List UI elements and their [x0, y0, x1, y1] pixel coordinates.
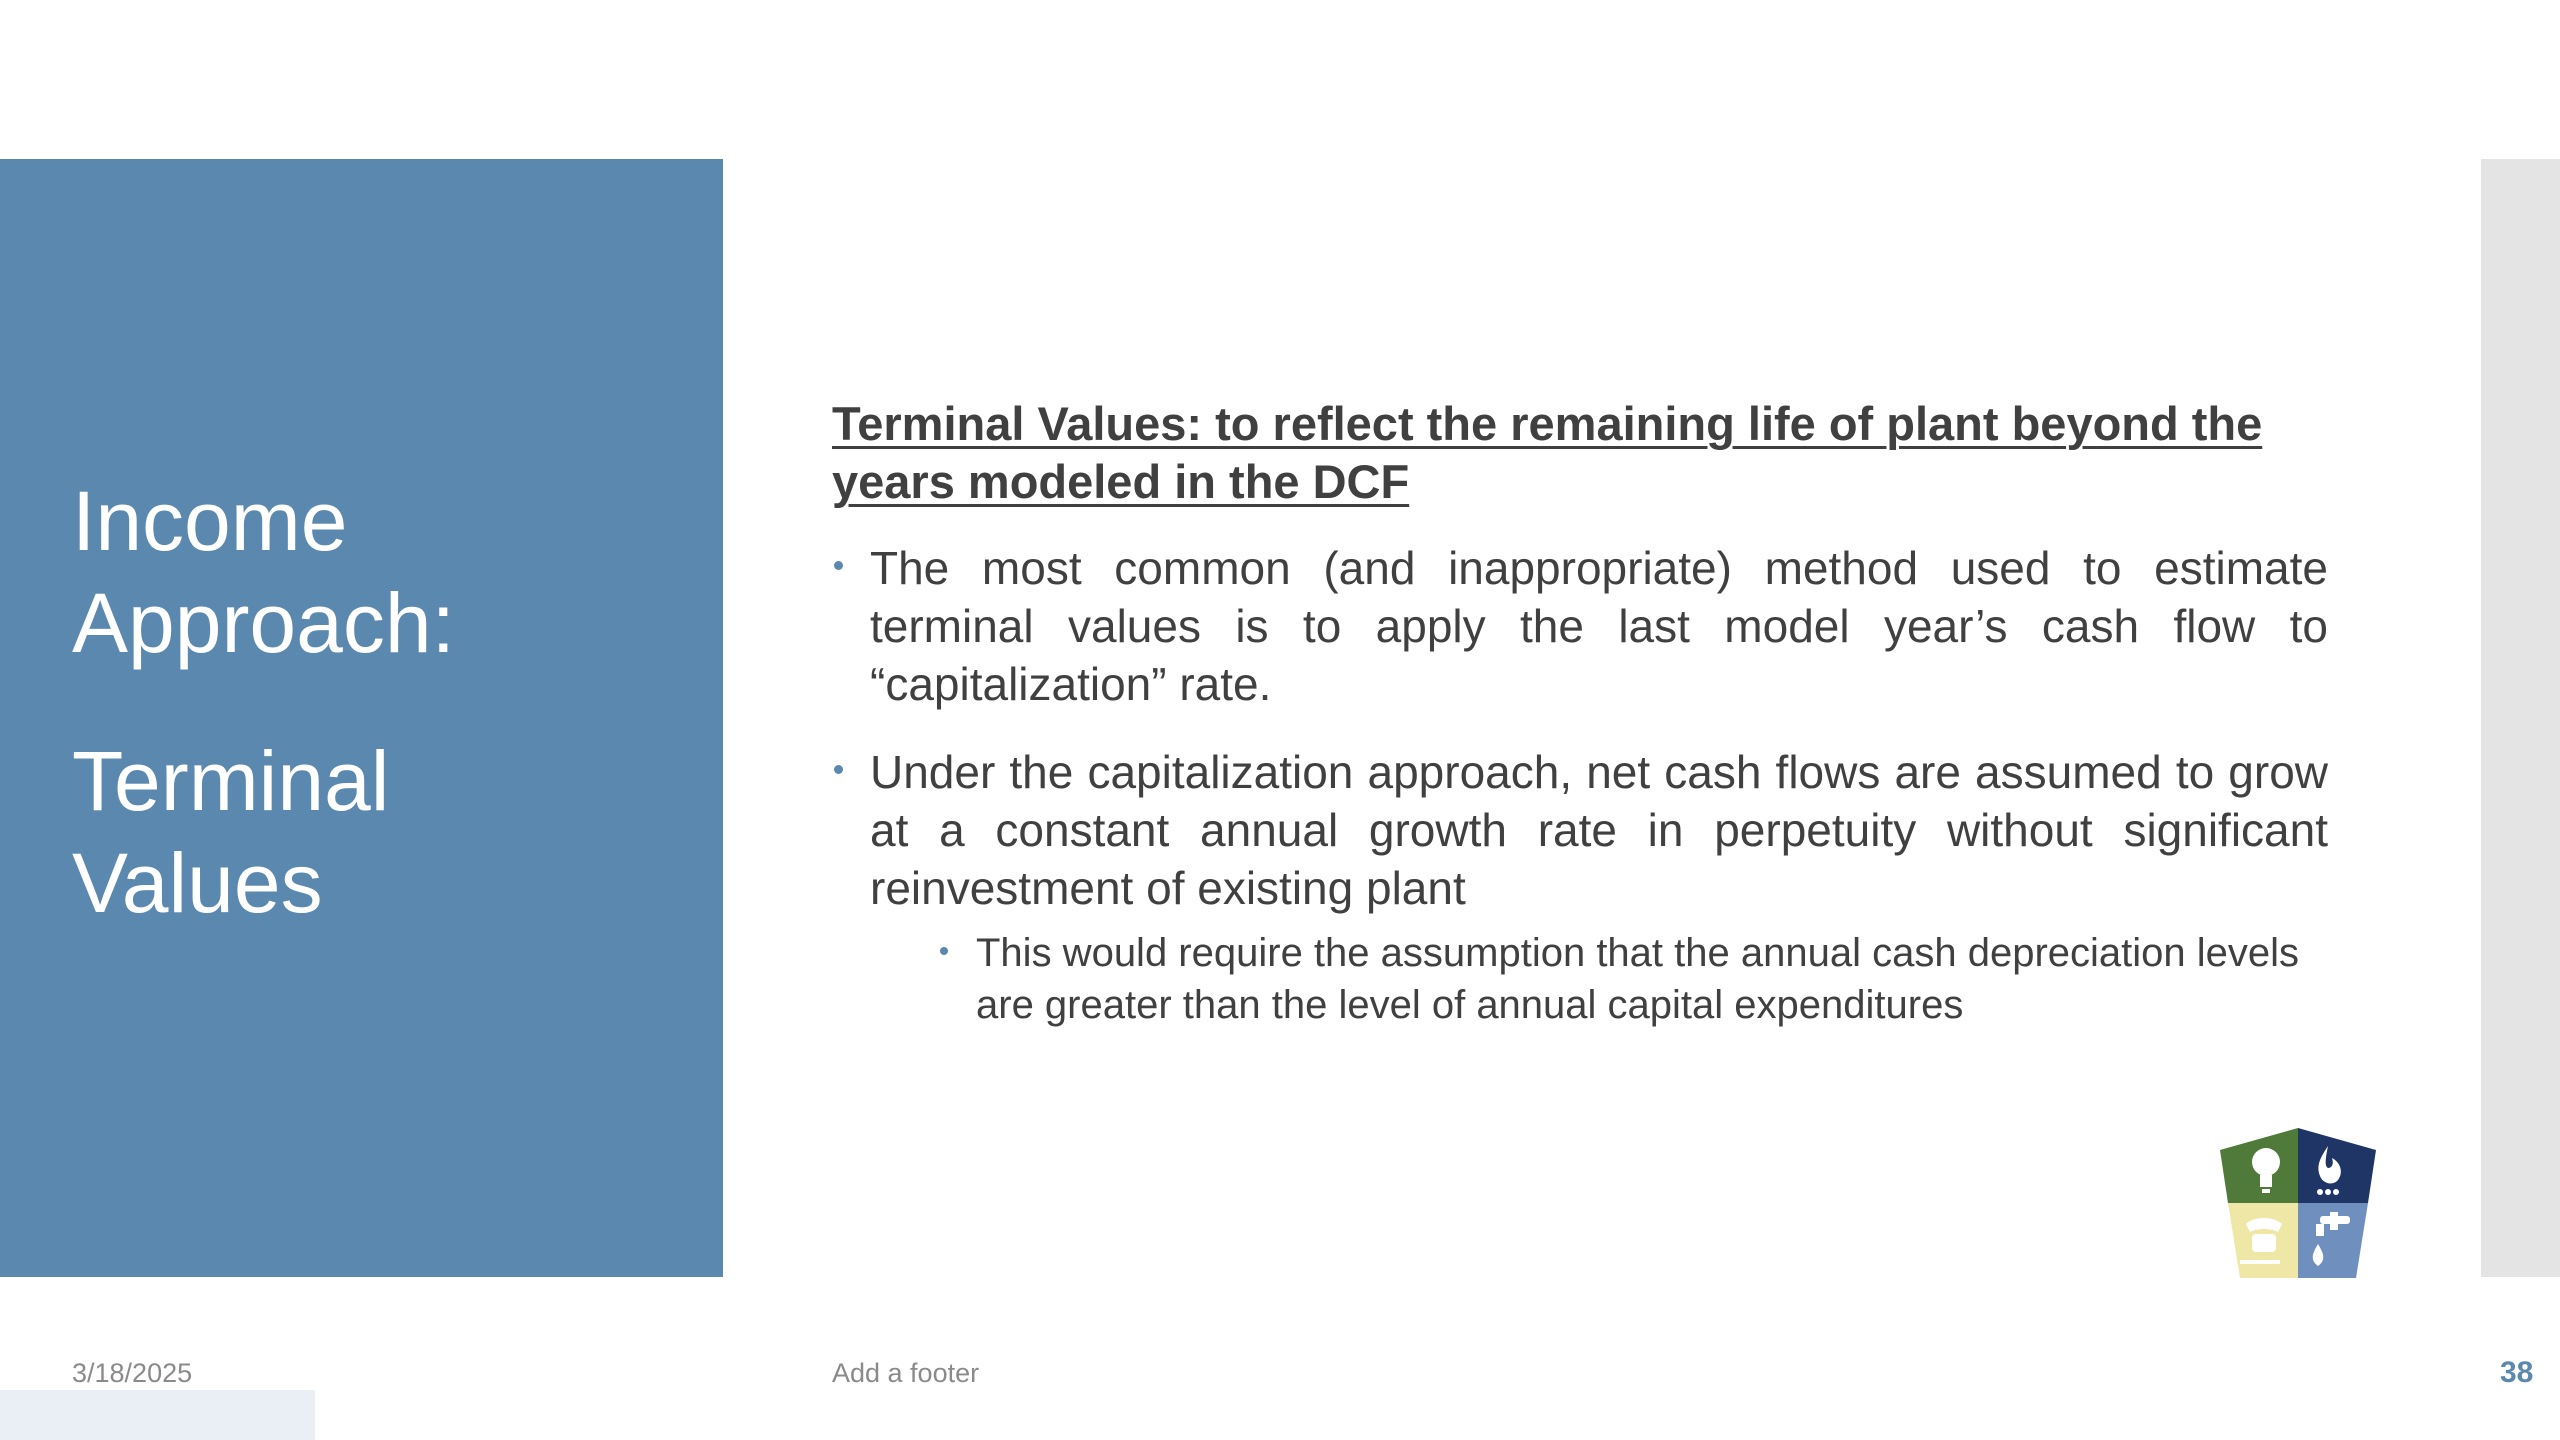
bullet-dot-icon: [834, 561, 843, 570]
lightbulb-icon: [2220, 1128, 2298, 1203]
sub-bullet-list: [870, 927, 2328, 1031]
telephone-icon: [2228, 1203, 2298, 1278]
slide-number: 38: [2500, 1356, 2534, 1389]
title-line: Terminal: [72, 734, 390, 828]
gas-flame-icon: [2298, 1128, 2376, 1203]
title-line: Income: [72, 474, 348, 568]
slide-title[interactable]: [72, 470, 692, 934]
footer-date[interactable]: 3/18/2025: [72, 1358, 193, 1388]
water-faucet-icon: [2298, 1203, 2368, 1278]
right-edge-strip: [2481, 159, 2560, 1277]
bottom-tab-area: [0, 1390, 315, 1440]
bullet-text: Under the capitalization approach, net cash flows are assumed to grow at a constant annual growth rate in perpetuity without significant reinvestment of existing plant: [870, 746, 2328, 914]
title-gap: [72, 674, 692, 730]
title-line: Approach:: [72, 576, 455, 670]
title-line: Values: [72, 836, 323, 930]
bullet-item: [832, 539, 2328, 713]
bullet-item: [832, 743, 2328, 1031]
content-heading: Terminal Values: to reflect the remaining life of plant beyond the years modeled in the DCF: [832, 397, 2263, 508]
footer-text[interactable]: Add a footer: [832, 1358, 980, 1388]
sub-bullet-dot-icon: [940, 947, 948, 955]
bullet-text: The most common (and inappropriate) method used to estimate terminal values is to apply the last model year’s cash flow to “capitalization” rate.: [870, 542, 2328, 710]
bullet-list: [832, 539, 2328, 1031]
sub-bullet-item: [870, 927, 2328, 1031]
bullet-dot-icon: [834, 765, 843, 774]
sub-bullet-text: This would require the assumption that the annual cash depreciation levels are greater than the level of annual capital expenditures: [976, 931, 2300, 1027]
content-placeholder[interactable]: [832, 395, 2328, 1061]
utility-logo[interactable]: [2220, 1128, 2376, 1278]
